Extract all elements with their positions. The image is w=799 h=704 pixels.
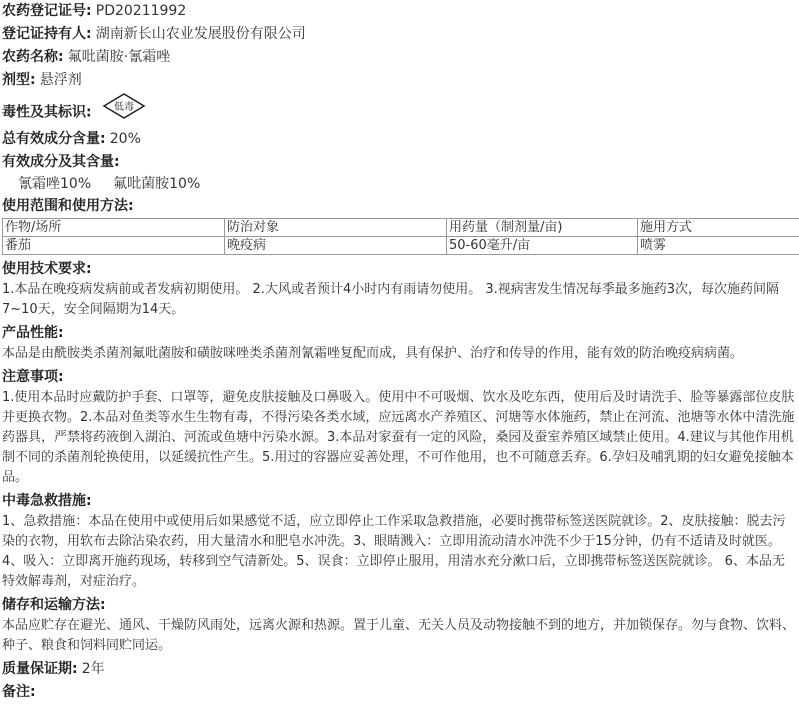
usage-cell-target: 晚疫病 bbox=[225, 237, 447, 255]
pesticide-name-value: 氟吡菌胺·氰霜唑 bbox=[68, 49, 170, 65]
total-content-label: 总有效成分含量: bbox=[2, 131, 106, 147]
usage-table bbox=[2, 218, 799, 255]
remarks-row bbox=[2, 681, 799, 704]
formulation-label: 剂型: bbox=[2, 72, 36, 88]
usage-table-header-row bbox=[3, 219, 799, 237]
performance-heading: 产品性能: bbox=[2, 322, 799, 344]
shelf-life-value: 2年 bbox=[82, 661, 105, 677]
total-content-row bbox=[2, 128, 799, 151]
registration-number: PD20211992 bbox=[96, 3, 186, 19]
storage-text: 本品应贮存在避光、通风、干燥防风雨处，远离火源和热源。置于儿童、无关人员及动物接触不到的地方，并加锁保存。勿与食物、饮料、种子、粮食和饲料同贮同运。 bbox=[2, 616, 799, 656]
precautions-text: 1.使用本品时应戴防护手套、口罩等，避免皮肤接触及口鼻吸入。使用中不可吸烟、饮水及吃东西，使用后及时请洗手、脸等暴露部位皮肤并更换衣物。2.本品对鱼类等水生生物有毒，不得污染各类水域，应远离水产养殖区、河塘等水体施药，禁止在河流、池塘等水体中清洗施药器具，严禁将药液倒入湖泊、河流或鱼塘中污染水源。3.本品对家蚕有一定的风险，桑园及蚕室养殖区域禁止使用。4.建议与其他作用机制不同的杀菌剂轮换使用，以延缓抗性产生。5.用过的容器应妥善处理，不可作他用，也不可随意丢弃。6.孕妇及哺乳期的妇女避免接触本品。 bbox=[2, 388, 799, 488]
low-toxicity-diamond-svg bbox=[102, 92, 146, 120]
holder-row bbox=[2, 23, 799, 46]
ingredients-list bbox=[2, 173, 799, 195]
toxicity-row bbox=[2, 92, 799, 126]
usage-cell-crop: 番茄 bbox=[3, 237, 225, 255]
pesticide-name-label: 农药名称: bbox=[2, 49, 64, 65]
first-aid-text: 1、急救措施：本品在使用中或使用后如果感觉不适，应立即停止工作采取急救措施，必要时携带标签送医院就诊。2、皮肤接触：脱去污染的衣物，用软布去除沾染农药，用大量清水和肥皂水冲洗。3、眼睛溅入：立即用流动清水冲洗不少于15分钟，仍有不适请及时就医。4、吸入：立即离开施药现场，转移到空气清新处。5、误食：立即停止服用，用清水充分漱口后，立即携带标签送医院就诊。 6、本品无特效解毒剂，对症治疗。 bbox=[2, 512, 799, 592]
registration-row bbox=[2, 0, 799, 23]
usage-header-dosage: 用药量（制剂量/亩) bbox=[447, 219, 638, 237]
storage-heading: 储存和运输方法: bbox=[2, 594, 799, 616]
formulation-value: 悬浮剂 bbox=[40, 72, 82, 88]
holder-name: 湖南新长山农业发展股份有限公司 bbox=[96, 26, 306, 42]
formulation-row bbox=[2, 69, 799, 92]
first-aid-heading: 中毒急救措施: bbox=[2, 490, 799, 512]
registration-label: 农药登记证号: bbox=[2, 3, 92, 19]
usage-header-method: 施用方式 bbox=[638, 219, 799, 237]
performance-text: 本品是由酰胺类杀菌剂氟吡菌胺和磺胺咪唑类杀菌剂氰霜唑复配而成，具有保护、治疗和传导的作用，能有效的防治晚疫病病菌。 bbox=[2, 344, 799, 364]
shelf-life-label: 质量保证期: bbox=[2, 661, 78, 677]
shelf-life-row bbox=[2, 658, 799, 681]
usage-cell-method: 喷雾 bbox=[638, 237, 799, 255]
usage-scope-heading: 使用范围和使用方法: bbox=[2, 195, 799, 217]
ingredient-item: 氟吡菌胺10% bbox=[113, 173, 200, 195]
usage-header-target: 防治对象 bbox=[225, 219, 447, 237]
ingredients-heading: 有效成分及其含量: bbox=[2, 151, 799, 173]
ingredient-item: 氰霜唑10% bbox=[18, 173, 91, 195]
technical-text: 1.本品在晚疫病发病前或者发病初期使用。 2.大风或者预计4小时内有雨请勿使用。 3.视病害发生情况每季最多施药3次，每次施药间隔7~10天，安全间隔期为14天。 bbox=[2, 280, 799, 320]
toxicity-symbol-text: 低毒 bbox=[114, 100, 134, 113]
usage-cell-dosage: 50-60毫升/亩 bbox=[447, 237, 638, 255]
holder-label: 登记证持有人: bbox=[2, 26, 92, 42]
pesticide-name-row bbox=[2, 46, 799, 69]
precautions-heading: 注意事项: bbox=[2, 366, 799, 388]
remarks-label: 备注: bbox=[2, 684, 36, 700]
technical-heading: 使用技术要求: bbox=[2, 258, 799, 280]
table-row bbox=[3, 237, 799, 255]
usage-header-crop: 作物/场所 bbox=[3, 219, 225, 237]
total-content-value: 20% bbox=[110, 131, 141, 147]
toxicity-label: 毒性及其标识: bbox=[2, 105, 92, 121]
